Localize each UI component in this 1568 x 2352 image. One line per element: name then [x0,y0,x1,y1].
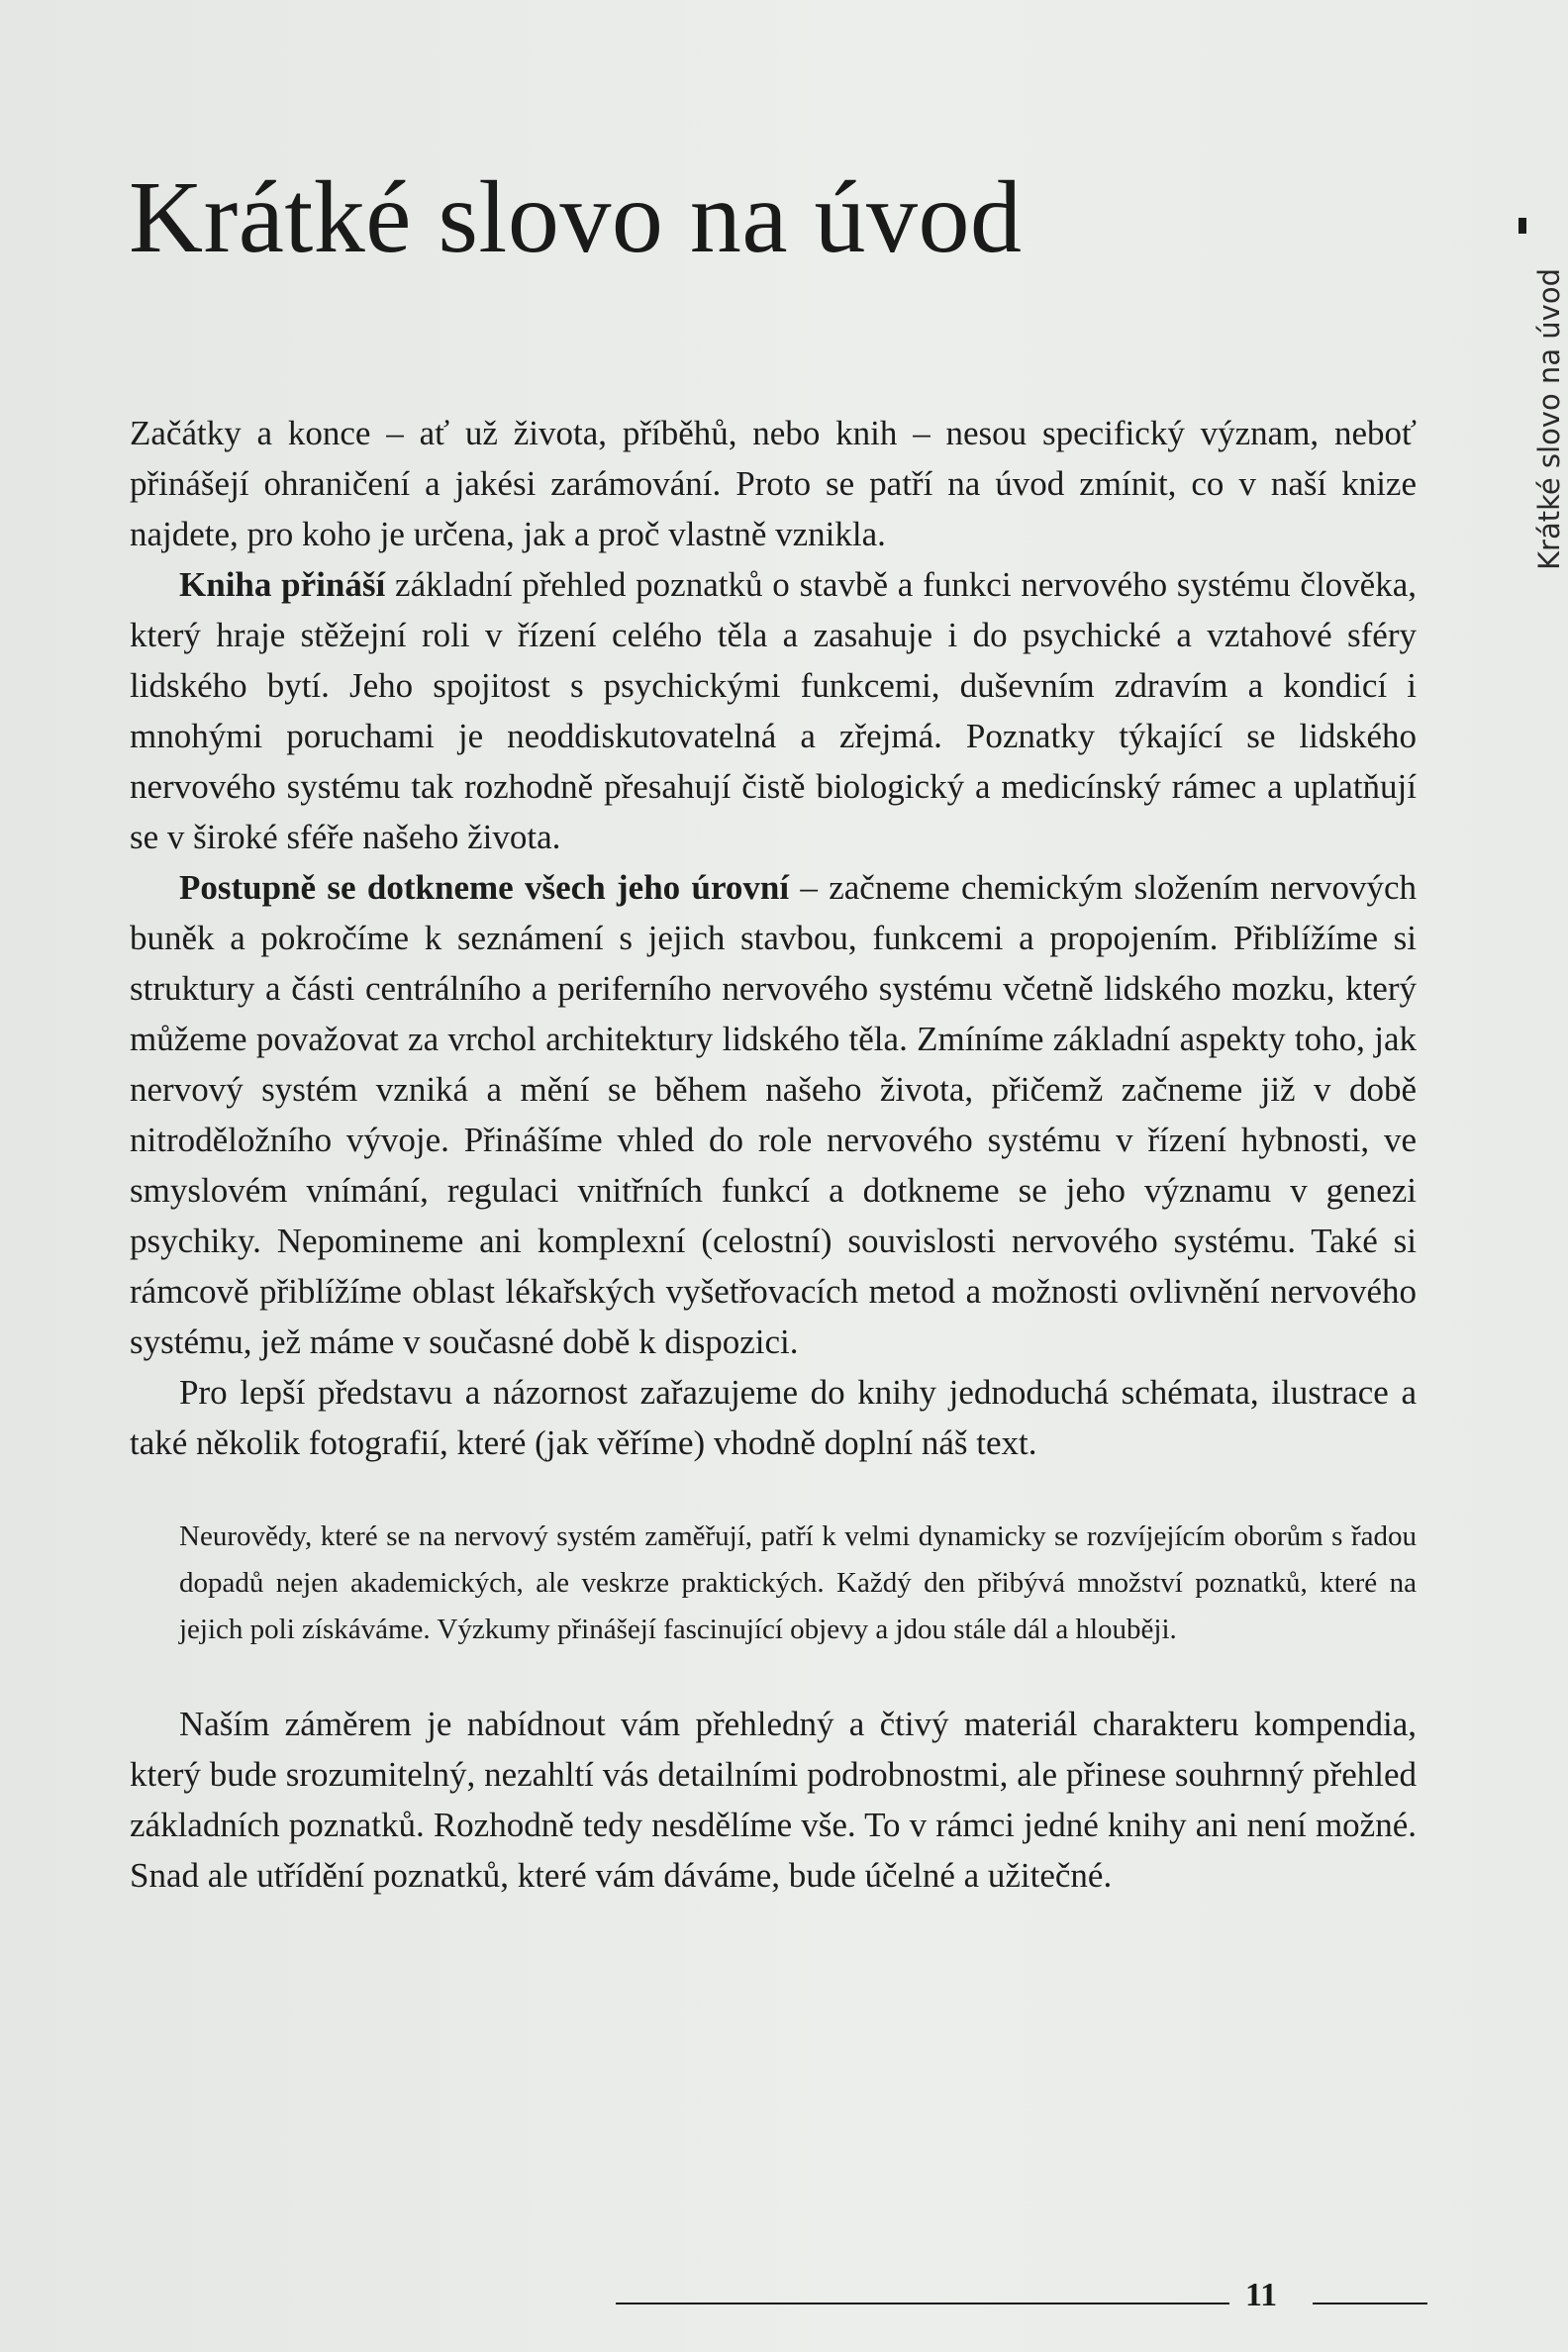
note-text: Neurovědy, které se na nervový systém zaměřují, patří k velmi dynamicky se rozvíjejícím oborům s řadou dopadů nejen akademických, ale veskrze praktických. Každý den přibývá množství poznatků, které na jejich poli získáváme. Výzkumy přinášejí fascinující objevy a jdou stále dál a hlouběji. [179,1520,1417,1645]
paragraph-1 [130,408,1417,559]
paragraph-2-text: základní přehled poznatků o stavbě a funkci nervového systému člověka, který hraje stěžejní roli v řízení celého těla a zasahuje i do psychické a vztahové sféry lidského bytí. Jeho spojitost s psychickými funkcemi, duševním zdravím a kondicí i mnohými poruchami je neoddiskutovatelná a zřejmá. Poznatky týkající se lidského nervového systému tak rozhodně přesahují čistě biologický a medicínský rámec a uplatňují se v široké sféře našeho života. [130,565,1418,856]
paragraph-4 [130,1367,1417,1468]
paragraph-4-text: Pro lepší představu a názornost zařazujeme do knihy jednoduchá schémata, ilustrace a také několik fotografií, které (jak věříme) vhodně doplní náš text. [130,1373,1417,1462]
paragraph-3-text: – začneme chemickým složením nervových buněk a pokročíme k seznámení s jejich stavbou, funkcemi a propojením. Přiblížíme si struktury a části centrálního a periferního nervového systému včetně lidského mozku, který můžeme považovat za vrchol architektury lidského těla. Zmíníme základní aspekty toho, jak nervový systém vzniká a mění se během našeho života, přičemž začneme již v době nitroděložního vývoje. Přinášíme vhled do role nervového systému v řízení hybnosti, ve smyslovém vnímání, regulaci vnitřních funkcí a dotkneme se jeho významu v genezi psychiky. Nepomineme ani komplexní (celostní) souvislosti nervového systému. Také si rámcově přiblížíme oblast lékařských vyšetřovacích metod a možnosti ovlivnění nervového systému, jež máme v současné době k dispozici. [130,868,1417,1361]
closing-paragraph [130,1699,1417,1901]
paragraph-3 [130,862,1417,1367]
note-box [130,1514,1417,1653]
paragraph-2 [130,559,1417,862]
page-number: 11 [1245,2277,1278,2313]
footer-rule-right [1313,2303,1427,2304]
side-chapter-label: Krátké slovo na úvod [1532,268,1566,570]
side-chapter-marker [1519,218,1526,234]
paragraph-3-lead: Postupně se dotkneme všech jeho úrovní [179,868,790,907]
footer-rule-left [616,2303,1229,2304]
chapter-title: Krátké slovo na úvod [129,160,1023,274]
closing-text: Naším záměrem je nabídnout vám přehledný a čtivý materiál charakteru kompendia, který bude srozumitelný, nezahltí vás detailními podrobnostmi, ale přinese souhrnný přehled základních poznatků. Rozhodně tedy nesdělíme vše. To v rámci jedné knihy ani není možné. Snad ale utřídění poznatků, které vám dáváme, bude účelné a užitečné. [130,1705,1417,1895]
paragraph-2-lead: Kniha přináší [179,565,386,604]
paragraph-1-text: Začátky a konce – ať už života, příběhů, nebo knih – nesou specifický význam, neboť přinášejí ohraničení a jakési zarámování. Proto se patří na úvod zmínit, co v naší knize najdete, pro koho je určena, jak a proč vlastně vznikla. [130,414,1417,553]
chapter-body [130,408,1417,1901]
